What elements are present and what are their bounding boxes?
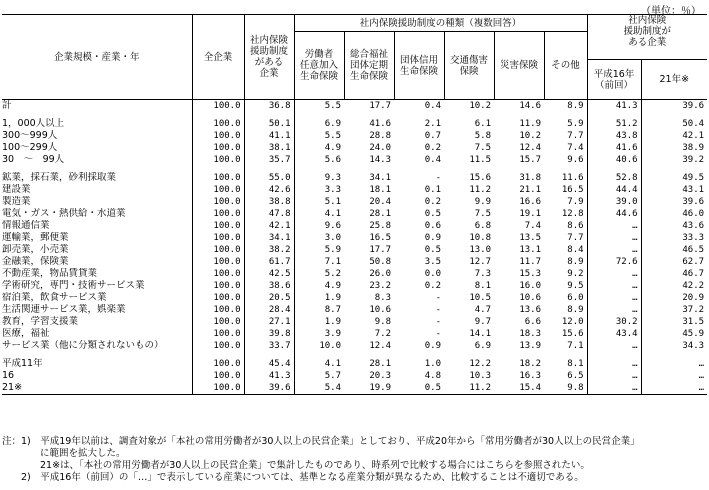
table-cell: 7.5 [474, 209, 491, 219]
table-cell: 100.0 [192, 256, 244, 268]
table-cell: 41.1 [244, 130, 294, 142]
table-cell: 28.1 [369, 209, 391, 219]
table-cell: 34.1 [244, 232, 294, 244]
table-cell: 28.1 [369, 359, 391, 369]
table-cell: 41.3 [244, 370, 294, 382]
table-cell: 2.1 [424, 119, 441, 129]
table-cell: … [698, 359, 705, 369]
table-row [2, 100, 707, 113]
table-cell: 38.2 [244, 244, 294, 256]
table-cell: 16.0 [519, 281, 541, 291]
table-cell: 31.8 [519, 173, 541, 183]
table-row [2, 256, 707, 268]
table-cell: - [435, 173, 441, 183]
table-cell: 9.6 [544, 154, 587, 166]
prev-h16-header: 平成16年 （前回） [587, 60, 641, 100]
table-cell: 5.9 [324, 245, 341, 255]
table-cell: 15.6 [469, 173, 491, 183]
table-cell: 61.7 [244, 256, 294, 268]
table-cell: … [587, 292, 641, 304]
table-cell: 100.0 [192, 358, 244, 370]
table-cell: 39.2 [682, 155, 705, 165]
table-cell: 4.9 [324, 281, 341, 291]
row-label: 学術研究，専門・技術サービス業 [2, 280, 192, 292]
row-label: 情報通信業 [2, 220, 192, 232]
table-cell: 10.8 [469, 233, 491, 243]
table-cell: 6.5 [544, 370, 587, 382]
table-cell: 6.9 [474, 341, 491, 351]
table-cell: 12.7 [469, 257, 491, 267]
types-group-header: 社内保険援助制度の種類（複数回答） [294, 15, 587, 32]
table-cell: 52.8 [587, 172, 641, 184]
table-cell: 13.1 [519, 245, 541, 255]
table-cell: 41.6 [587, 142, 641, 154]
row-label-header: 企業規模・産業・年 [2, 15, 192, 100]
table-cell: 5.1 [324, 197, 341, 207]
table-cell: 100.0 [192, 220, 244, 232]
table-cell: 42.6 [244, 184, 294, 196]
table-row [2, 328, 707, 340]
table-cell: 21.1 [519, 185, 541, 195]
row-label: 不動産業，物品賃貸業 [2, 268, 192, 280]
table-cell: 10.3 [469, 371, 491, 381]
table-row [2, 154, 707, 166]
table-row [2, 316, 707, 328]
prev-21-header: 21年※ [641, 60, 707, 100]
table-cell: 7.2 [374, 329, 391, 339]
table-row [2, 130, 707, 142]
prev-group-header: 社内保険 援助制度が ある企業 [587, 15, 707, 60]
table-cell: … [587, 340, 641, 352]
table-cell: 46.0 [682, 209, 705, 219]
table-cell: 11.7 [519, 257, 541, 267]
table-row [2, 142, 707, 154]
table-cell: 35.7 [244, 154, 294, 166]
table-cell: 33.3 [682, 233, 705, 243]
table-cell: 0.0 [424, 269, 441, 279]
table-cell: 39.6 [682, 101, 705, 111]
table-cell: 11.6 [544, 172, 587, 184]
table-cell: 14.3 [369, 155, 391, 165]
table-cell: 13.9 [519, 341, 541, 351]
table-cell: 37.2 [682, 305, 705, 315]
table-cell: 41.6 [369, 119, 391, 129]
table-cell: 50.4 [682, 119, 705, 129]
table-cell: … [587, 358, 641, 370]
table-cell: 100.0 [192, 280, 244, 292]
table-cell: 20.5 [244, 292, 294, 304]
table-cell: 0.9 [424, 341, 441, 351]
table-cell: 10.2 [469, 101, 491, 111]
table-cell: 51.2 [587, 118, 641, 130]
table-cell: 38.9 [682, 143, 705, 153]
table-cell: 7.1 [324, 257, 341, 267]
table-cell: 0.7 [424, 131, 441, 141]
table-cell: 100.0 [192, 244, 244, 256]
notes [2, 436, 707, 484]
table-cell: 9.8 [544, 382, 587, 395]
table-cell: 7.7 [544, 232, 587, 244]
table-cell: 10.5 [469, 293, 491, 303]
table-cell: 8.6 [544, 220, 587, 232]
table-cell: 6.1 [474, 119, 491, 129]
table-cell: 7.3 [474, 269, 491, 279]
table-cell: 14.1 [469, 329, 491, 339]
table-cell: … [587, 268, 641, 280]
table-cell: 7.9 [544, 196, 587, 208]
table-cell: 26.0 [369, 269, 391, 279]
table-cell: 3.3 [324, 185, 341, 195]
table-cell: 20.4 [369, 197, 391, 207]
table-cell: 4.9 [324, 143, 341, 153]
table-cell: 8.9 [544, 100, 587, 113]
row-label: サービス業（他に分類されないもの） [2, 340, 192, 352]
table-cell: 100.0 [192, 130, 244, 142]
table-cell: 9.2 [544, 268, 587, 280]
table-cell: 17.7 [369, 245, 391, 255]
row-label: 卸売業，小売業 [2, 244, 192, 256]
table-cell: 10.6 [369, 305, 391, 315]
table-cell: 55.0 [244, 172, 294, 184]
row-label: 16 [2, 370, 192, 382]
table-cell: 43.8 [587, 130, 641, 142]
row-label: 生活関連サービス業，娯楽業 [2, 304, 192, 316]
table-cell: 18.2 [519, 359, 541, 369]
table-cell: 11.2 [469, 185, 491, 195]
table-cell: 28.8 [369, 131, 391, 141]
table-row [2, 268, 707, 280]
table-body [2, 100, 707, 395]
table-cell: 9.3 [324, 173, 341, 183]
table-row [2, 196, 707, 208]
table-cell: 41.3 [587, 100, 641, 113]
table-row [2, 280, 707, 292]
table-row [2, 172, 707, 184]
table-cell: 19.1 [519, 209, 541, 219]
type-header-3: 団体信用 生命保険 [394, 32, 444, 100]
table-cell: 16.6 [519, 197, 541, 207]
table-cell: 7.1 [544, 340, 587, 352]
table-cell: 3.5 [424, 257, 441, 267]
table-cell: 4.8 [424, 371, 441, 381]
note-line: 21※は、「本社の常用労働者が30人以上の民営企業」で集計したものであり、時系列で比較する場合にはこちらを参照されたい。 [2, 460, 590, 471]
table-cell: 0.6 [424, 221, 441, 231]
table-cell: 100.0 [192, 196, 244, 208]
note-line: 2) 平成16年（前回）の「…」で表示している産業については、基準となる産業分類が異なるため、比較することは不適切である。 [2, 472, 584, 483]
table-cell: 8.9 [544, 256, 587, 268]
table-cell: 100.0 [192, 172, 244, 184]
row-label: 製造業 [2, 196, 192, 208]
table-row [2, 232, 707, 244]
table-row [2, 358, 707, 370]
table-cell: 5.5 [324, 101, 341, 111]
table-row [2, 118, 707, 130]
table-cell: 4.1 [324, 209, 341, 219]
table-cell: 16.3 [519, 371, 541, 381]
table-cell: 43.1 [682, 185, 705, 195]
table-cell: 13.0 [469, 245, 491, 255]
table-cell: 39.6 [244, 382, 294, 395]
table-cell: 3.0 [324, 233, 341, 243]
table-cell: 100.0 [192, 268, 244, 280]
table-cell: 42.1 [682, 131, 705, 141]
table-cell: 6.9 [324, 119, 341, 129]
table-cell: 36.8 [244, 100, 294, 113]
table-cell: 12.4 [519, 143, 541, 153]
table-cell: 8.9 [544, 304, 587, 316]
table-cell: 7.7 [544, 130, 587, 142]
table-cell: 39.8 [244, 328, 294, 340]
table-cell: 100.0 [192, 328, 244, 340]
table-cell: 1.9 [324, 293, 341, 303]
table-cell: 0.2 [424, 197, 441, 207]
table-cell: - [435, 305, 441, 315]
table-cell: 38.6 [244, 280, 294, 292]
table-cell: 8.3 [374, 293, 391, 303]
table-cell: 42.1 [244, 220, 294, 232]
table-cell: 100.0 [192, 154, 244, 166]
table-cell: 13.5 [519, 233, 541, 243]
row-label: 計 [2, 100, 192, 113]
table-cell: 62.7 [682, 257, 705, 267]
table-cell: 33.7 [244, 340, 294, 352]
type-header-6: その他 [544, 32, 587, 100]
table-cell: 16.5 [544, 184, 587, 196]
table-cell: 0.2 [424, 281, 441, 291]
table-cell: 40.6 [587, 154, 641, 166]
table-cell: 43.6 [682, 221, 705, 231]
table-cell: … [587, 280, 641, 292]
table-cell: 9.6 [324, 221, 341, 231]
table-cell: 20.9 [682, 293, 705, 303]
table-row [2, 208, 707, 220]
type-header-2: 総合福祉 団体定期 生命保険 [344, 32, 394, 100]
table-cell: 44.6 [587, 208, 641, 220]
table-cell: 38.8 [244, 196, 294, 208]
table-cell: 0.1 [424, 185, 441, 195]
table-cell: 42.5 [244, 268, 294, 280]
table-cell: 72.6 [587, 256, 641, 268]
table-cell: … [587, 370, 641, 382]
table-cell: 100.0 [192, 382, 244, 395]
type-header-1: 労働者 任意加入 生命保険 [294, 32, 344, 100]
table-cell: 5.2 [324, 269, 341, 279]
table-cell: 45.9 [682, 329, 705, 339]
table-cell: 24.0 [369, 143, 391, 153]
table-cell: 4.7 [474, 305, 491, 315]
row-label: 金融業，保険業 [2, 256, 192, 268]
table-row [2, 340, 707, 352]
table-cell: 16.5 [369, 233, 391, 243]
table-cell: 11.2 [444, 382, 494, 395]
table-cell: 46.5 [682, 245, 705, 255]
table-cell: 10.2 [519, 131, 541, 141]
table-cell: 49.5 [682, 173, 705, 183]
table-cell: 5.4 [294, 382, 344, 395]
table-cell: 100.0 [192, 304, 244, 316]
table-cell: … [587, 244, 641, 256]
table-cell: 15.4 [494, 382, 544, 395]
table-cell: 100.0 [192, 184, 244, 196]
table-cell: 1.9 [324, 317, 341, 327]
table-cell: 13.6 [519, 305, 541, 315]
table-cell: 44.4 [587, 184, 641, 196]
table-cell: 14.6 [519, 101, 541, 111]
table-cell: - [435, 293, 441, 303]
table-cell: 7.4 [544, 142, 587, 154]
table-row [2, 184, 707, 196]
table-cell: 47.8 [244, 208, 294, 220]
table-cell: 20.3 [369, 371, 391, 381]
table-cell: 6.8 [474, 221, 491, 231]
row-label: 電気・ガス・熱供給・水道業 [2, 208, 192, 220]
table-cell: 100.0 [192, 316, 244, 328]
table-cell: 0.5 [394, 382, 444, 395]
table-cell: 11.9 [519, 119, 541, 129]
table-cell: 9.9 [474, 197, 491, 207]
table-cell: 100.0 [192, 118, 244, 130]
table-cell: 34.3 [682, 341, 705, 351]
table-cell: 15.6 [544, 328, 587, 340]
table-cell: 31.5 [682, 317, 705, 327]
table-cell: 5.5 [324, 131, 341, 141]
all-companies-header: 全企業 [192, 15, 244, 100]
table-cell: 0.4 [424, 101, 441, 111]
row-label: 100～299人 [2, 142, 192, 154]
table-cell: 100.0 [192, 142, 244, 154]
table-cell: 7.5 [474, 143, 491, 153]
table-row [2, 292, 707, 304]
table-cell: 5.8 [474, 131, 491, 141]
type-header-4: 交通傷害 保険 [444, 32, 494, 100]
table-cell: 12.0 [544, 316, 587, 328]
row-label: 宿泊業，飲食サービス業 [2, 292, 192, 304]
table-cell: 0.4 [424, 155, 441, 165]
row-label: 平成11年 [2, 358, 192, 370]
table-cell: 50.8 [369, 257, 391, 267]
table-cell: - [435, 317, 441, 327]
table-cell: 7.4 [524, 221, 541, 231]
table-cell: … [587, 220, 641, 232]
table-cell: 5.6 [324, 155, 341, 165]
table-cell: 10.6 [519, 293, 541, 303]
table-cell: 6.6 [524, 317, 541, 327]
table-cell: 8.1 [474, 281, 491, 291]
table-cell: … [587, 232, 641, 244]
row-label: 教育，学習支援業 [2, 316, 192, 328]
table-cell: 15.7 [519, 155, 541, 165]
row-label: 運輸業，郵便業 [2, 232, 192, 244]
unit-note: （単位：％） [641, 6, 701, 17]
table-cell: 0.2 [424, 143, 441, 153]
statistics-table [2, 14, 707, 395]
table-cell: 39.6 [682, 197, 705, 207]
table-cell: 38.1 [244, 142, 294, 154]
row-label: 300～999人 [2, 130, 192, 142]
table-cell: 100.0 [192, 292, 244, 304]
table-cell: 43.4 [587, 328, 641, 340]
table-row [2, 220, 707, 232]
table-cell: 9.8 [374, 317, 391, 327]
table-cell: 0.5 [424, 245, 441, 255]
table-row [2, 244, 707, 256]
table-cell: … [587, 382, 641, 395]
table-cell: 8.1 [544, 358, 587, 370]
table-cell: 4.1 [324, 359, 341, 369]
table-cell: 39.0 [587, 196, 641, 208]
table-cell: 17.7 [369, 101, 391, 111]
table-cell: 3.9 [324, 329, 341, 339]
type-header-5: 災害保険 [494, 32, 544, 100]
table-cell: 50.1 [244, 118, 294, 130]
table-header [2, 15, 707, 100]
table-cell: 23.2 [369, 281, 391, 291]
table-cell: 8.7 [324, 305, 341, 315]
row-label: 建設業 [2, 184, 192, 196]
table-cell: 12.8 [544, 208, 587, 220]
table-cell: 1.0 [424, 359, 441, 369]
table-row [2, 382, 707, 395]
table-cell: 100.0 [192, 232, 244, 244]
table-row [2, 370, 707, 382]
table-cell: 100.0 [192, 208, 244, 220]
note-line: 注：1) 平成19年以前は、調査対象が「本社の常用労働者が30人以上の民営企業」としており、平成20年から「常用労働者が30人以上の民営企業」 [2, 436, 640, 447]
table-cell: 45.4 [244, 358, 294, 370]
table-cell: 12.4 [369, 341, 391, 351]
table-cell: 9.7 [474, 317, 491, 327]
row-label: 21※ [2, 382, 192, 395]
table-cell: 15.3 [519, 269, 541, 279]
table-cell: … [587, 304, 641, 316]
table-cell: 46.7 [682, 269, 705, 279]
table-row [2, 304, 707, 316]
table-cell: 9.5 [544, 280, 587, 292]
table-cell: 100.0 [192, 370, 244, 382]
table-cell: 0.5 [424, 209, 441, 219]
table-cell: 27.1 [244, 316, 294, 328]
table-cell: 28.4 [244, 304, 294, 316]
table-cell: 5.9 [544, 118, 587, 130]
table-cell: … [641, 382, 707, 395]
table-cell: 5.7 [324, 371, 341, 381]
table-cell: 30.2 [587, 316, 641, 328]
table-cell: 42.2 [682, 281, 705, 291]
row-label: 30 ～ 99人 [2, 154, 192, 166]
table-cell: 100.0 [192, 100, 244, 113]
table-cell: 19.9 [344, 382, 394, 395]
table-cell: 10.0 [319, 341, 341, 351]
table-cell: … [698, 371, 705, 381]
row-label: 鉱業，採石業，砂利採取業 [2, 172, 192, 184]
has-system-header: 社内保険 援助制度 がある 企業 [244, 15, 294, 100]
table-cell: 100.0 [192, 340, 244, 352]
table-cell: 12.2 [469, 359, 491, 369]
table-cell: 6.0 [544, 292, 587, 304]
table-cell: 18.1 [369, 185, 391, 195]
row-label: 医療，福祉 [2, 328, 192, 340]
table-cell: 25.8 [369, 221, 391, 231]
table-cell: - [435, 329, 441, 339]
row-label: 1，000人以上 [2, 118, 192, 130]
table-cell: 34.1 [369, 173, 391, 183]
table-cell: 8.4 [544, 244, 587, 256]
table-cell: 11.5 [469, 155, 491, 165]
note-line: に範囲を拡大した。 [2, 448, 126, 459]
table-cell: 18.3 [519, 329, 541, 339]
table-cell: 0.9 [424, 233, 441, 243]
